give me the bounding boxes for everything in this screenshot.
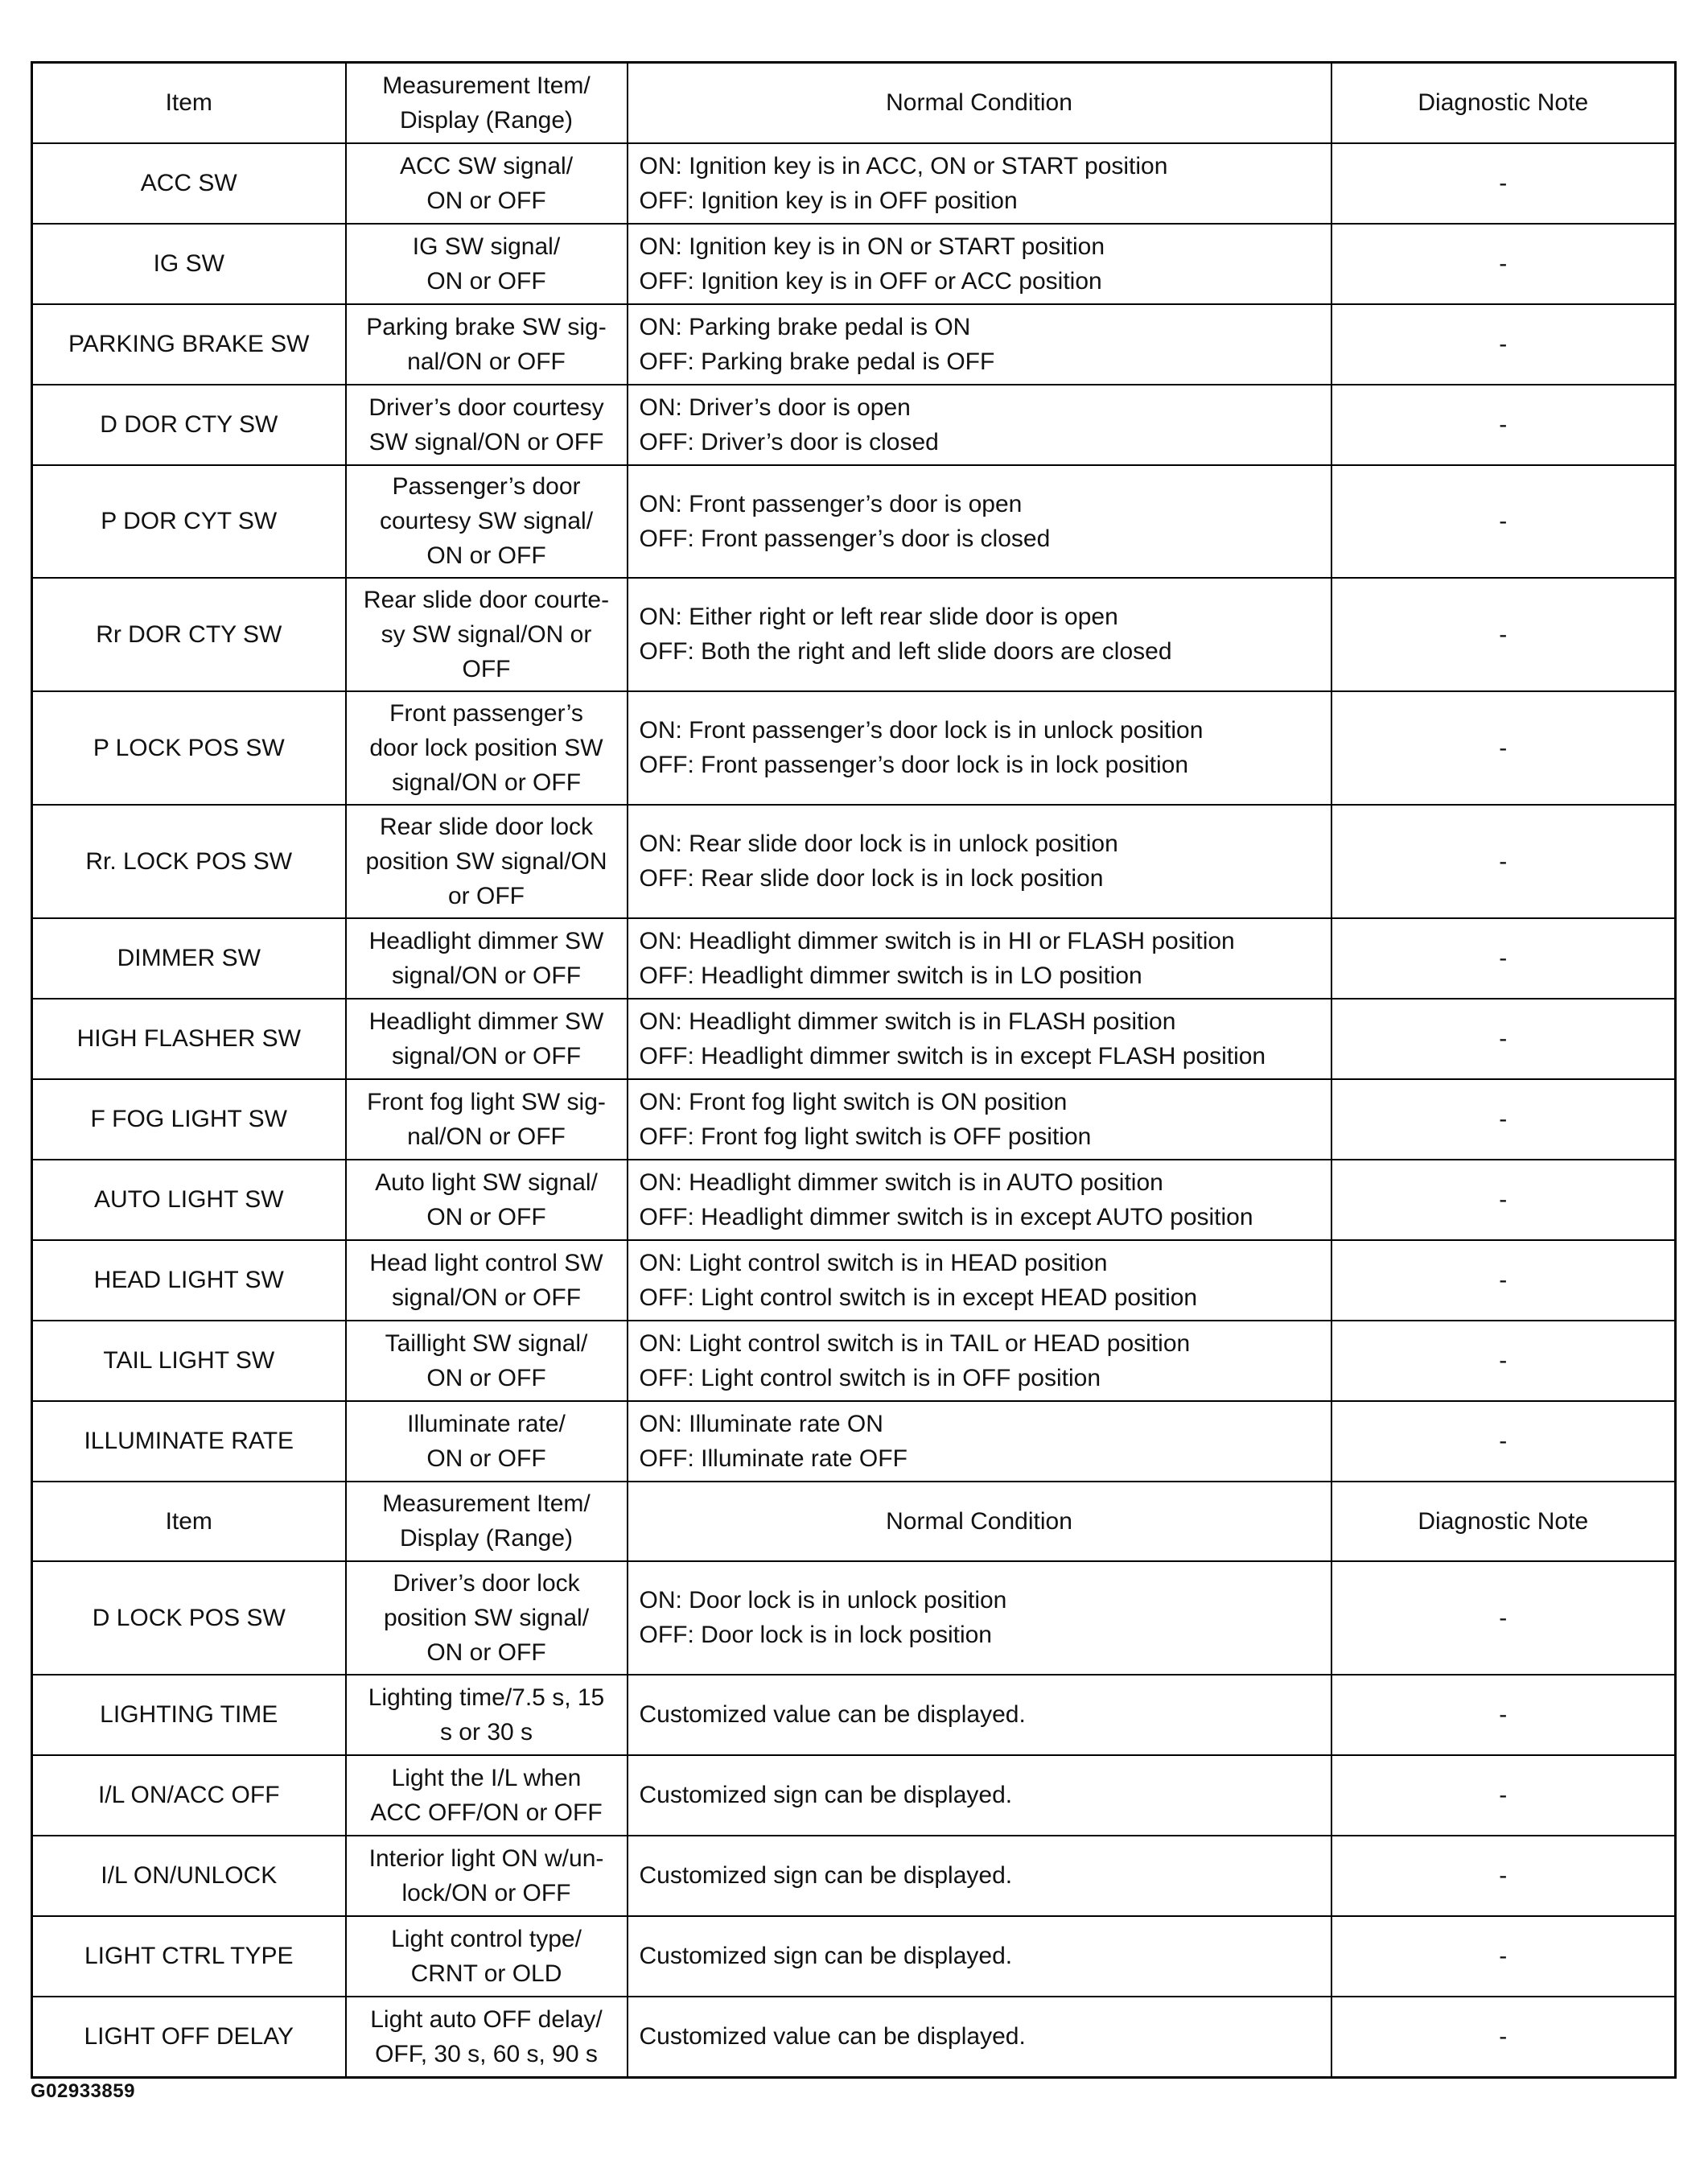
diagnostic-note-cell-text: - xyxy=(1499,250,1508,277)
header-measurement-text: Measurement Item/ Display (Range) xyxy=(382,1490,591,1552)
table-row xyxy=(32,304,1676,385)
table-body xyxy=(32,63,1676,2078)
diagnostic-note-cell-text: - xyxy=(1499,847,1508,875)
condition-line: OFF: Rear slide door lock is in lock position xyxy=(639,865,1104,892)
diagnostic-note-cell-text: - xyxy=(1499,2023,1508,2051)
item-cell xyxy=(32,304,346,385)
diagnostic-note-cell-text: - xyxy=(1499,1862,1508,1889)
diagnostic-note-cell xyxy=(1331,1321,1676,1401)
measurement-cell xyxy=(346,465,628,578)
measurement-cell-text: ACC SW signal/ ON or OFF xyxy=(399,152,574,214)
normal-condition-cell xyxy=(628,465,1331,578)
normal-condition-cell xyxy=(628,1755,1331,1836)
item-cell xyxy=(32,1160,346,1240)
item-cell-text: PARKING BRAKE SW xyxy=(68,331,310,357)
diagnostic-note-cell xyxy=(1331,578,1676,691)
item-cell-text: TAIL LIGHT SW xyxy=(103,1347,275,1374)
item-cell-text: LIGHT OFF DELAY xyxy=(84,2023,294,2051)
diagnostic-note-cell xyxy=(1331,805,1676,918)
condition-line: ON: Either right or left rear slide door is open xyxy=(639,604,1118,630)
diagnostic-note-cell xyxy=(1331,1079,1676,1160)
measurement-cell-text: Taillight SW signal/ ON or OFF xyxy=(385,1329,588,1391)
measurement-cell-text: Headlight dimmer SW signal/ON or OFF xyxy=(368,1008,604,1070)
condition-line: Customized value can be displayed. xyxy=(639,1701,1026,1728)
normal-condition-cell xyxy=(628,999,1331,1079)
item-cell xyxy=(32,1079,346,1160)
condition-line: ON: Illuminate rate ON xyxy=(639,1410,883,1437)
normal-condition-cell xyxy=(628,1321,1331,1401)
condition-line: OFF: Front passenger’s door lock is in lock position xyxy=(639,752,1189,778)
table-row xyxy=(32,1160,1676,1240)
item-cell-text: P DOR CYT SW xyxy=(101,508,278,534)
diagnostic-note-cell xyxy=(1331,999,1676,1079)
diagnostic-note-cell-text: - xyxy=(1499,1106,1508,1132)
condition-line: OFF: Front fog light switch is OFF position xyxy=(639,1123,1092,1150)
measurement-cell-text: Light control type/ CRNT or OLD xyxy=(391,1925,582,1987)
diagnostic-note-cell-text: - xyxy=(1499,170,1508,196)
header-item xyxy=(32,63,346,143)
measurement-cell-text: Light auto OFF delay/ OFF, 30 s, 60 s, 90 s xyxy=(370,2005,603,2067)
condition-line: OFF: Headlight dimmer switch is in except AUTO position xyxy=(639,1203,1253,1230)
diagnostic-note-cell xyxy=(1331,224,1676,304)
header-measurement xyxy=(346,1482,628,1561)
condition-line: ON: Light control switch is in TAIL or HEAD position xyxy=(639,1329,1191,1357)
data-list-table xyxy=(31,61,1677,2079)
measurement-cell xyxy=(346,1836,628,1916)
item-cell-text: F FOG LIGHT SW xyxy=(90,1106,287,1132)
item-cell xyxy=(32,1561,346,1675)
measurement-cell-text: Driver’s door lock position SW signal/ ON or OFF xyxy=(383,1569,590,1666)
diagnostic-note-cell-text: - xyxy=(1499,1025,1508,1052)
diagnostic-note-cell xyxy=(1331,918,1676,999)
table-row xyxy=(32,1755,1676,1836)
normal-condition-cell xyxy=(628,1561,1331,1675)
condition-line: ON: Headlight dimmer switch is in FLASH position xyxy=(639,1008,1176,1035)
table-row xyxy=(32,1401,1676,1482)
condition-line: OFF: Parking brake pedal is OFF xyxy=(639,348,995,375)
diagnostic-note-cell xyxy=(1331,691,1676,805)
condition-line: ON: Ignition key is in ACC, ON or START position xyxy=(639,152,1168,179)
measurement-cell-text: Rear slide door lock position SW signal/ON or OFF xyxy=(365,813,607,909)
condition-line: OFF: Light control switch is in OFF position xyxy=(639,1364,1101,1391)
measurement-cell xyxy=(346,1561,628,1675)
item-cell-text: LIGHTING TIME xyxy=(100,1701,278,1728)
table-row xyxy=(32,691,1676,805)
measurement-cell-text: Auto light SW signal/ ON or OFF xyxy=(375,1168,598,1230)
measurement-cell xyxy=(346,224,628,304)
header-diagnostic-note-text: Diagnostic Note xyxy=(1418,1507,1589,1535)
item-cell-text: D LOCK POS SW xyxy=(92,1604,286,1631)
normal-condition-cell xyxy=(628,1997,1331,2078)
item-cell xyxy=(32,1401,346,1482)
diagnostic-note-cell-text: - xyxy=(1499,1428,1508,1454)
table-row xyxy=(32,385,1676,465)
condition-line: Customized sign can be displayed. xyxy=(639,1943,1013,1969)
table-row xyxy=(32,224,1676,304)
diagnostic-note-cell xyxy=(1331,1916,1676,1997)
item-cell-text: ACC SW xyxy=(140,170,237,196)
measurement-cell xyxy=(346,1160,628,1240)
item-cell xyxy=(32,918,346,999)
measurement-cell-text: Head light control SW signal/ON or OFF xyxy=(369,1249,603,1311)
item-cell xyxy=(32,1836,346,1916)
measurement-cell xyxy=(346,1675,628,1755)
header-normal-condition xyxy=(628,63,1331,143)
table-row xyxy=(32,918,1676,999)
diagnostic-note-cell-text: - xyxy=(1499,1782,1508,1808)
normal-condition-cell xyxy=(628,918,1331,999)
measurement-cell xyxy=(346,999,628,1079)
measurement-cell xyxy=(346,691,628,805)
normal-condition-cell xyxy=(628,304,1331,385)
item-cell-text: P LOCK POS SW xyxy=(93,734,285,761)
item-cell xyxy=(32,385,346,465)
measurement-cell-text: IG SW signal/ ON or OFF xyxy=(412,233,561,295)
measurement-cell-text: Light the I/L when ACC OFF/ON or OFF xyxy=(370,1764,603,1826)
table-row xyxy=(32,1836,1676,1916)
measurement-cell-text: Front fog light SW sig- nal/ON or OFF xyxy=(367,1088,606,1150)
measurement-cell xyxy=(346,578,628,691)
item-cell xyxy=(32,465,346,578)
diagnostic-note-cell-text: - xyxy=(1499,1347,1508,1374)
diagnostic-note-cell xyxy=(1331,1755,1676,1836)
item-cell-text: D DOR CTY SW xyxy=(100,411,278,438)
item-cell-text: I/L ON/ACC OFF xyxy=(97,1782,280,1808)
condition-line: OFF: Light control switch is in except HEAD position xyxy=(639,1284,1198,1311)
item-cell-text: HEAD LIGHT SW xyxy=(93,1267,284,1293)
item-cell xyxy=(32,999,346,1079)
condition-line: ON: Headlight dimmer switch is in AUTO position xyxy=(639,1168,1163,1196)
table-row xyxy=(32,143,1676,224)
normal-condition-cell xyxy=(628,1836,1331,1916)
condition-line: Customized value can be displayed. xyxy=(639,2023,1026,2051)
condition-line: ON: Driver’s door is open xyxy=(639,394,911,421)
header-diagnostic-note xyxy=(1331,1482,1676,1561)
condition-line: ON: Front passenger’s door lock is in unlock position xyxy=(639,717,1204,744)
item-cell-text: Rr DOR CTY SW xyxy=(96,620,282,648)
condition-line: OFF: Ignition key is in OFF position xyxy=(639,187,1018,214)
diagnostic-note-cell xyxy=(1331,1836,1676,1916)
condition-line: OFF: Headlight dimmer switch is in LO position xyxy=(639,962,1142,989)
item-cell xyxy=(32,1321,346,1401)
condition-line: ON: Rear slide door lock is in unlock position xyxy=(639,831,1118,857)
item-cell xyxy=(32,578,346,691)
normal-condition-cell xyxy=(628,1160,1331,1240)
header-diagnostic-note-text: Diagnostic Note xyxy=(1418,89,1589,117)
condition-line: OFF: Driver’s door is closed xyxy=(639,428,939,455)
header-measurement-text: Measurement Item/ Display (Range) xyxy=(382,72,591,134)
measurement-cell xyxy=(346,918,628,999)
measurement-cell xyxy=(346,805,628,918)
diagnostic-note-cell-text: - xyxy=(1499,331,1508,357)
measurement-cell xyxy=(346,1321,628,1401)
normal-condition-cell xyxy=(628,1401,1331,1482)
condition-line: ON: Ignition key is in ON or START position xyxy=(639,233,1105,260)
measurement-cell-text: Headlight dimmer SW signal/ON or OFF xyxy=(368,927,604,989)
measurement-cell xyxy=(346,1240,628,1321)
diagnostic-note-cell xyxy=(1331,465,1676,578)
table-row xyxy=(32,578,1676,691)
measurement-cell xyxy=(346,385,628,465)
diagnostic-note-cell-text: - xyxy=(1499,1186,1508,1213)
measurement-cell-text: Parking brake SW sig- nal/ON or OFF xyxy=(366,313,607,375)
header-normal-condition-text: Normal Condition xyxy=(886,1507,1072,1535)
table-row xyxy=(32,1675,1676,1755)
measurement-cell xyxy=(346,1916,628,1997)
table-row xyxy=(32,1079,1676,1160)
normal-condition-cell xyxy=(628,578,1331,691)
condition-line: OFF: Headlight dimmer switch is in except FLASH position xyxy=(639,1042,1266,1070)
condition-line: OFF: Ignition key is in OFF or ACC position xyxy=(639,267,1102,295)
diagnostic-note-cell xyxy=(1331,1160,1676,1240)
measurement-cell xyxy=(346,143,628,224)
diagnostic-note-cell-text: - xyxy=(1499,734,1508,761)
condition-line: OFF: Both the right and left slide doors are closed xyxy=(639,638,1172,665)
condition-line: ON: Light control switch is in HEAD position xyxy=(639,1249,1108,1276)
header-measurement xyxy=(346,63,628,143)
normal-condition-cell xyxy=(628,224,1331,304)
item-cell-text: ILLUMINATE RATE xyxy=(84,1428,294,1454)
condition-line: OFF: Illuminate rate OFF xyxy=(639,1445,908,1472)
item-cell xyxy=(32,1916,346,1997)
header-item xyxy=(32,1482,346,1561)
item-cell-text: Rr. LOCK POS SW xyxy=(85,847,293,875)
diagnostic-note-cell-text: - xyxy=(1499,1267,1508,1293)
measurement-cell-text: Front passenger’s door lock position SW signal/ON or OFF xyxy=(369,699,603,796)
measurement-cell xyxy=(346,1755,628,1836)
condition-line: OFF: Front passenger’s door is closed xyxy=(639,525,1051,552)
measurement-cell-text: Passenger’s door courtesy SW signal/ ON or OFF xyxy=(379,473,594,569)
diagnostic-note-cell-text: - xyxy=(1499,508,1508,534)
diagnostic-note-cell-text: - xyxy=(1499,411,1508,438)
diagnostic-note-cell xyxy=(1331,1401,1676,1482)
diagnostic-note-cell-text: - xyxy=(1499,1943,1508,1969)
diagnostic-note-cell-text: - xyxy=(1499,945,1508,971)
condition-line: Customized sign can be displayed. xyxy=(639,1782,1013,1808)
item-cell xyxy=(32,224,346,304)
diagnostic-note-cell xyxy=(1331,1561,1676,1675)
condition-line: ON: Front passenger’s door is open xyxy=(639,490,1023,517)
header-item-text: Item xyxy=(165,1507,212,1535)
header-row xyxy=(32,63,1676,143)
item-cell xyxy=(32,691,346,805)
item-cell xyxy=(32,1755,346,1836)
normal-condition-cell xyxy=(628,1240,1331,1321)
condition-line: ON: Door lock is in unlock position xyxy=(639,1587,1007,1614)
item-cell xyxy=(32,1675,346,1755)
header-diagnostic-note xyxy=(1331,63,1676,143)
normal-condition-cell xyxy=(628,1079,1331,1160)
header-normal-condition-text: Normal Condition xyxy=(886,89,1072,117)
header-normal-condition xyxy=(628,1482,1331,1561)
item-cell-text: IG SW xyxy=(153,250,224,277)
table-row xyxy=(32,1321,1676,1401)
normal-condition-cell xyxy=(628,143,1331,224)
item-cell-text: HIGH FLASHER SW xyxy=(76,1025,301,1052)
header-row xyxy=(32,1482,1676,1561)
normal-condition-cell xyxy=(628,691,1331,805)
table-row xyxy=(32,1561,1676,1675)
diagnostic-note-cell xyxy=(1331,1675,1676,1755)
diagnostic-note-cell xyxy=(1331,1240,1676,1321)
normal-condition-cell xyxy=(628,1675,1331,1755)
table-row xyxy=(32,1997,1676,2078)
normal-condition-cell xyxy=(628,805,1331,918)
table-row xyxy=(32,465,1676,578)
item-cell-text: I/L ON/UNLOCK xyxy=(101,1862,278,1889)
table-row xyxy=(32,805,1676,918)
diagnostic-note-cell xyxy=(1331,1997,1676,2078)
figure-id: G02933859 xyxy=(31,2080,135,2102)
normal-condition-cell xyxy=(628,1916,1331,1997)
item-cell-text: AUTO LIGHT SW xyxy=(93,1186,284,1213)
measurement-cell-text: Driver’s door courtesy SW signal/ON or OFF xyxy=(368,394,604,455)
diagnostic-note-cell-text: - xyxy=(1499,620,1508,648)
measurement-cell xyxy=(346,304,628,385)
item-cell-text: DIMMER SW xyxy=(117,945,261,971)
diagnostic-note-cell-text: - xyxy=(1499,1604,1508,1631)
header-item-text: Item xyxy=(165,89,212,117)
measurement-cell xyxy=(346,1997,628,2078)
condition-line: OFF: Door lock is in lock position xyxy=(639,1622,992,1648)
condition-line: ON: Parking brake pedal is ON xyxy=(639,313,971,340)
measurement-cell-text: Illuminate rate/ ON or OFF xyxy=(407,1410,566,1472)
measurement-cell-text: Lighting time/7.5 s, 15 s or 30 s xyxy=(368,1684,605,1746)
item-cell xyxy=(32,805,346,918)
table-row xyxy=(32,1240,1676,1321)
condition-line: ON: Headlight dimmer switch is in HI or FLASH position xyxy=(639,927,1235,954)
measurement-cell xyxy=(346,1401,628,1482)
diagnostic-note-cell xyxy=(1331,385,1676,465)
normal-condition-cell xyxy=(628,385,1331,465)
table-row xyxy=(32,999,1676,1079)
measurement-cell-text: Interior light ON w/un- lock/ON or OFF xyxy=(368,1844,604,1906)
diagnostic-note-cell-text: - xyxy=(1499,1701,1508,1728)
item-cell xyxy=(32,1240,346,1321)
item-cell-text: LIGHT CTRL TYPE xyxy=(84,1943,294,1969)
item-cell xyxy=(32,1997,346,2078)
table-row xyxy=(32,1916,1676,1997)
condition-line: Customized sign can be displayed. xyxy=(639,1862,1013,1889)
condition-line: ON: Front fog light switch is ON position xyxy=(639,1088,1068,1115)
measurement-cell xyxy=(346,1079,628,1160)
diagnostic-note-cell xyxy=(1331,143,1676,224)
diagnostic-note-cell xyxy=(1331,304,1676,385)
item-cell xyxy=(32,143,346,224)
measurement-cell-text: Rear slide door courte- sy SW signal/ON or OFF xyxy=(363,586,610,682)
